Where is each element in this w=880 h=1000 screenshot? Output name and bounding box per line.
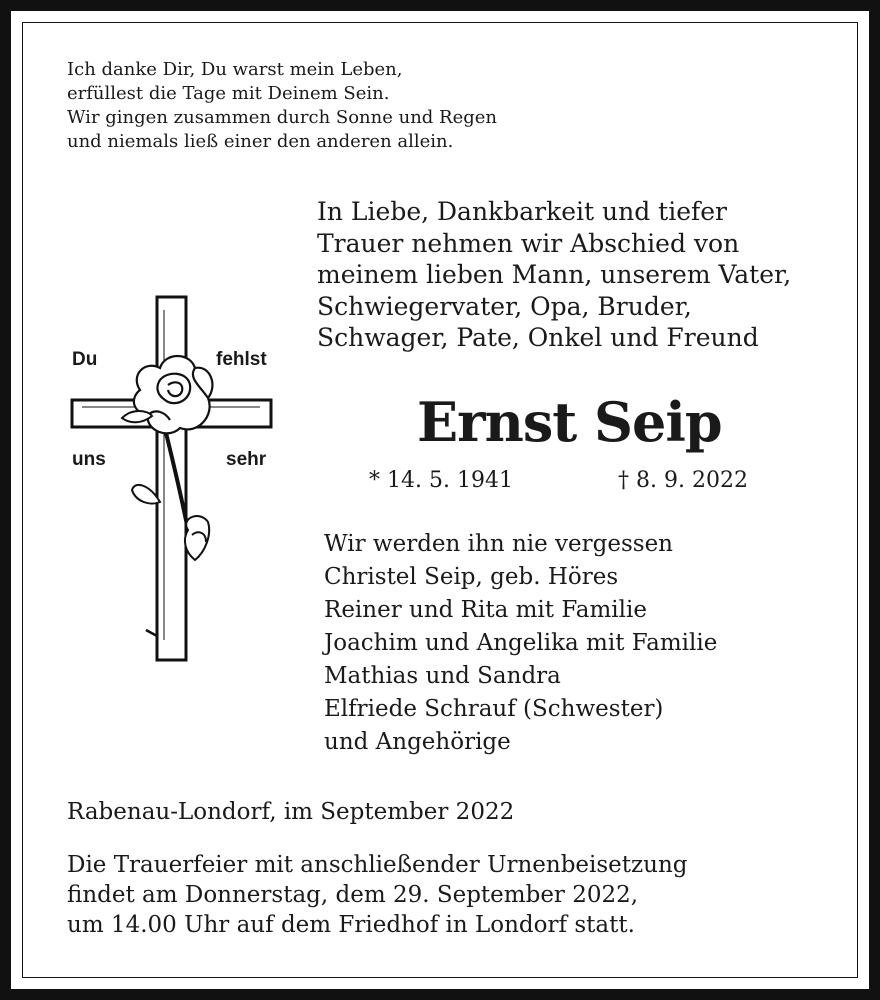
survivor-line: Joachim und Angelika mit Familie xyxy=(324,630,718,656)
death-date: † 8. 9. 2022 xyxy=(618,468,748,493)
cross-word-uns: uns xyxy=(72,449,106,470)
cross-word-fehlst: fehlst xyxy=(216,349,267,370)
birth-date: * 14. 5. 1941 xyxy=(369,468,513,493)
service-info xyxy=(67,850,688,940)
intro-line: Schwiegervater, Opa, Bruder, xyxy=(317,291,692,321)
place-date: Rabenau-Londorf, im September 2022 xyxy=(67,799,515,825)
poem-line: erfüllest die Tage mit Deinem Sein. xyxy=(67,83,390,104)
intro-line: In Liebe, Dankbarkeit und tiefer xyxy=(317,197,727,226)
poem-line: Wir gingen zusammen durch Sonne und Regen xyxy=(67,107,498,128)
intro-line: Schwager, Pate, Onkel und Freund xyxy=(317,323,759,352)
survivors-list xyxy=(324,528,717,759)
cross-rose-drawing xyxy=(60,290,290,670)
intro-text xyxy=(317,196,791,354)
poem-line: und niemals ließ einer den anderen allein. xyxy=(67,131,454,152)
survivor-line: Wir werden ihn nie vergessen xyxy=(324,531,673,557)
survivor-line: Elfriede Schrauf (Schwester) xyxy=(324,696,664,722)
life-dates xyxy=(369,466,748,496)
service-line: findet am Donnerstag, dem 29. September 2022, xyxy=(67,882,639,908)
survivor-line: Christel Seip, geb. Höres xyxy=(324,564,619,590)
service-line: Die Trauerfeier mit anschließender Urnenbeisetzung xyxy=(67,852,688,878)
service-line: um 14.00 Uhr auf dem Friedhof in Londorf statt. xyxy=(67,912,635,938)
intro-line: meinem lieben Mann, unserem Vater, xyxy=(317,260,792,289)
survivor-line: Mathias und Sandra xyxy=(324,663,561,689)
deceased-name: Ernst Seip xyxy=(417,390,722,454)
cross-word-sehr: sehr xyxy=(226,449,267,470)
intro-line: Trauer nehmen wir Abschied von xyxy=(317,228,740,258)
survivor-line: und Angehörige xyxy=(324,729,511,755)
cross-with-rose-icon xyxy=(60,290,290,670)
cross-word-du: Du xyxy=(72,349,98,370)
poem xyxy=(67,58,497,154)
survivor-line: Reiner und Rita mit Familie xyxy=(324,597,647,623)
poem-line: Ich danke Dir, Du warst mein Leben, xyxy=(67,59,403,80)
